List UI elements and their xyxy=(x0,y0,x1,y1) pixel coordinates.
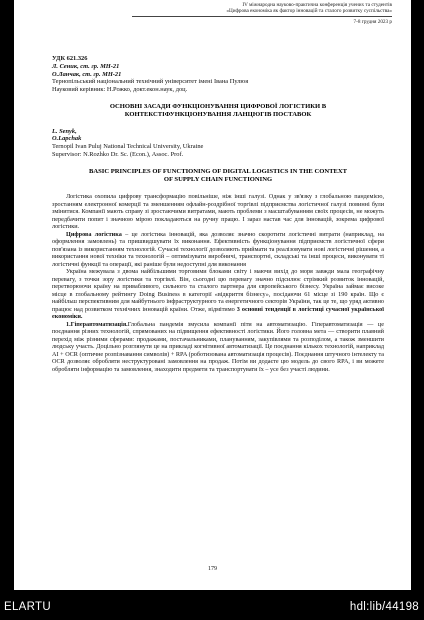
author-ua-1: Л. Сеник, ст. гр. МН-21 xyxy=(52,62,120,70)
title-ua-line-1: ОСНОВНІ ЗАСАДИ ФУНКЦІОНУВАННЯ ЦИФРОВОЇ ЛОГІСТИКИ В xyxy=(109,102,327,110)
conference-line-2: «Цифрова економіка як фактор інновацій та сталого розвитку суспільства» xyxy=(132,8,392,16)
handle-label: hdl:lib/44198 xyxy=(349,601,419,613)
supervisor-ua: Науковий керівник: Н.Рожко, докт.екон.наук, доц. xyxy=(52,86,188,94)
paragraph-digital-logistics-text: – це логістика інновацій, яка дозволяє значно скоротити логістичні витрати (наприклад, на оформлення замовлень) та пришвидшувати їх виконання. Ефективність функціонування підприємств логістичної сфери пов'язана із використанням технологій. Сучасні технології дозволяють приймати та реалізовувати нові логістичні рішення, а використання нової техніки та технологій – оптимізувати виробничі, транспортні, складські та інші процеси, виконувати ті логістичні функції та операції, які раніше були недоступні для виконання xyxy=(52,230,384,268)
conference-header xyxy=(132,2,392,25)
paragraph-digital-logistics xyxy=(52,231,384,269)
title-en-line-2: OF SUPPLY CHAIN FUNCTIONING xyxy=(163,175,273,183)
conference-line-1: IV міжнародна науково-практична конференція учених та студентів xyxy=(242,2,392,8)
title-ua-line-2: КОНТЕКСТІФУНКЦІОНУВАННЯ ЛАНЦЮГІВ ПОСТАВОК xyxy=(124,110,312,118)
page-number: 179 xyxy=(208,566,217,572)
paragraph-hyperautomation xyxy=(52,321,384,374)
affiliation-en: Ternopil Ivan Puluj National Technical University, Ukraine xyxy=(52,143,204,151)
heading-hyperautomation: 1.Гіперавтоматизація. xyxy=(66,320,128,328)
paragraph-hyperautomation-text: Глобальна пандемія змусила компанії піти на автоматизацію. Гіперавтоматизація — це поєднання різних технологій, спрямованих на підвищення ефективності логістики. Його головна мета — створити плавний перехід між різними сферами: продажами, постачальниками, плануванням, закупівлями та розподілом, а також зменшити людську участь. Доцільно розглянути це на прикладі когнітивної автоматизації. Це поєднання кількох технологій, наприклад AI + OCR (оптичне розпізнавання символів) + RPA (роботизована автоматизація процесів). Поєднання штучного інтелекту та OCR дозволяє обробляти неструктуровані замовлення на продаж. Потім ви додаєте цю модель до свого RPA, і ви можете обробляти інформацію та замовлення, знаходити предмети та транспортувати їх – усе без участі людини. xyxy=(52,320,384,373)
term-digital-logistics: Цифрова логістика xyxy=(66,230,122,238)
paragraph-ukraine xyxy=(52,268,384,321)
udc-code: УДК 621.326 xyxy=(52,55,88,62)
document-page xyxy=(14,0,411,590)
author-en-1: L. Senyk, xyxy=(52,127,77,135)
paragraph-ukraine-text: Україна межувала з двома найбільшими торговими блоками світу і маючи вихід до моря завжди мала географічну перевагу, з точки зору логістики та торгівлі. Він, сьогодні цю перевагу значно підсилює стрімкий розвиток інновацій, перетворюючи країну на привабливого, сильного та сталого партнера для європейського бізнесу. Україна займає високе місце в глобальному рейтингу Doing Business в категорії «відкриття бізнесу», посідаючи 61 місце зі 190 країн. Що є найбільш перспективним для майбутнього інфраструктурного та енергетичного секторів України, так це те, що уряд активно працює над розвитком технічних інновацій країни. Отже, відмітимо xyxy=(52,268,384,313)
trends-statement: 3 основні тенденції в логістиці сучасної української економіки. xyxy=(52,305,384,321)
repository-label: ELARTU xyxy=(4,601,51,613)
title-en-line-1: BASIC PRINCIPLES OF FUNCTIONING OF DIGITAL LOGISTICS IN THE CONTEXT xyxy=(88,167,348,175)
author-ua-2: О.Ланчак, ст. гр. МН-21 xyxy=(52,70,122,78)
paragraph-intro: Логістика охопила цифрову трансформацію повільніше, ніж інші галузі. Однак у зв'язку з глобальною пандемією, зростанням електронної комерції та зменшенням офлайн-роздрібної торгівлі підприємства логістичної галузі повинні були змінитися. Компанії мають справу зі зростаючими витратами, мають проблеми з масштабуванням своїх процесів, не можуть передбачити попит і значною мірою покладаються на ручну працю. І зараз настав час для інновацій, зокрема цифрової логістики. xyxy=(52,193,384,231)
supervisor-en: Supervisor: N.Rozhko Dr. Sc. (Econ.), Assoc. Prof. xyxy=(52,150,184,158)
conference-date: 7-8 грудня 2023 р xyxy=(353,18,392,25)
author-en-2: O.Lapchak xyxy=(52,135,82,143)
affiliation-ua: Тернопільський національний технічний університет імені Івана Пулюя xyxy=(52,78,249,86)
article-body xyxy=(52,55,384,373)
